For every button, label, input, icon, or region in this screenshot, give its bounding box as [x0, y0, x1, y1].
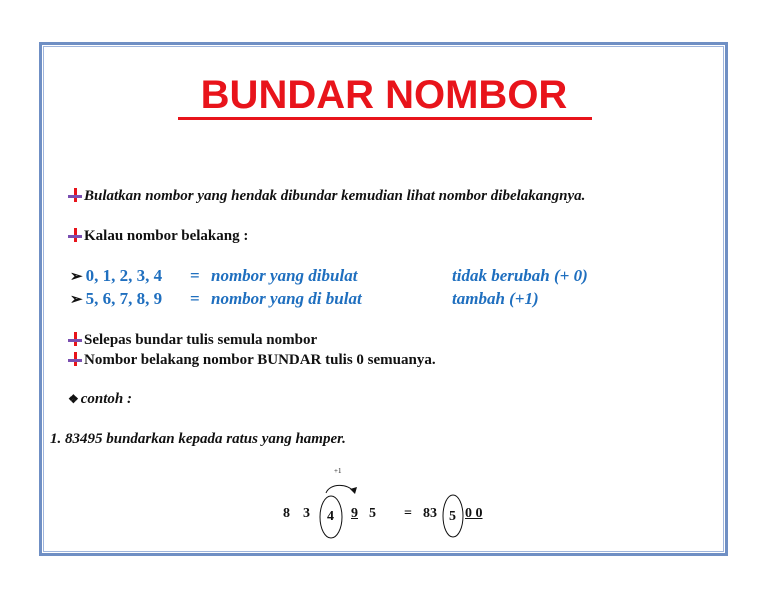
kalau-text: Kalau nombor belakang : [84, 228, 249, 244]
carry-arc [326, 485, 354, 493]
example-result-prefix: 83 [423, 506, 437, 521]
example-digit: 3 [303, 506, 310, 521]
carry-arrow-icon [350, 487, 357, 494]
example-digit-round: 4 [327, 509, 334, 524]
arrow-bullet-icon: ➢ [70, 292, 83, 308]
example-result-round: 5 [449, 509, 456, 524]
example-digit: 5 [369, 506, 376, 521]
rule-desc: nombor yang dibulat [211, 266, 358, 285]
example-equals: = [404, 506, 412, 521]
contoh-text: contoh : [80, 391, 133, 407]
rule-digits: 5, 6, 7, 8, 9 [85, 289, 163, 308]
rule-eq: = [190, 289, 200, 308]
note-text: Selepas bundar tulis semula nombor [84, 332, 318, 348]
intro-text: Bulatkan nombor yang hendak dibundar kemudian lihat nombor dibelakangnya. [84, 188, 586, 204]
example-digit-check: 9 [351, 506, 358, 521]
diamond-bullet-icon: ❖ [68, 392, 79, 406]
rule-desc: nombor yang di bulat [211, 289, 362, 308]
example-result-zeros: 0 0 [465, 506, 483, 521]
rule-digits: 0, 1, 2, 3, 4 [85, 266, 163, 285]
rule-result: tambah (+1) [452, 289, 539, 308]
rule-eq: = [190, 266, 200, 285]
rule-result: tidak berubah (+ 0) [452, 266, 588, 285]
arrow-bullet-icon: ➢ [70, 269, 83, 285]
page-title: BUNDAR NOMBOR [200, 73, 568, 117]
plus-one-label: +1 [334, 467, 342, 475]
note-text: Nombor belakang nombor BUNDAR tulis 0 semuanya. [84, 352, 436, 368]
question-text: 1. 83495 bundarkan kepada ratus yang hamper. [50, 431, 346, 447]
example-digit: 8 [283, 506, 290, 521]
